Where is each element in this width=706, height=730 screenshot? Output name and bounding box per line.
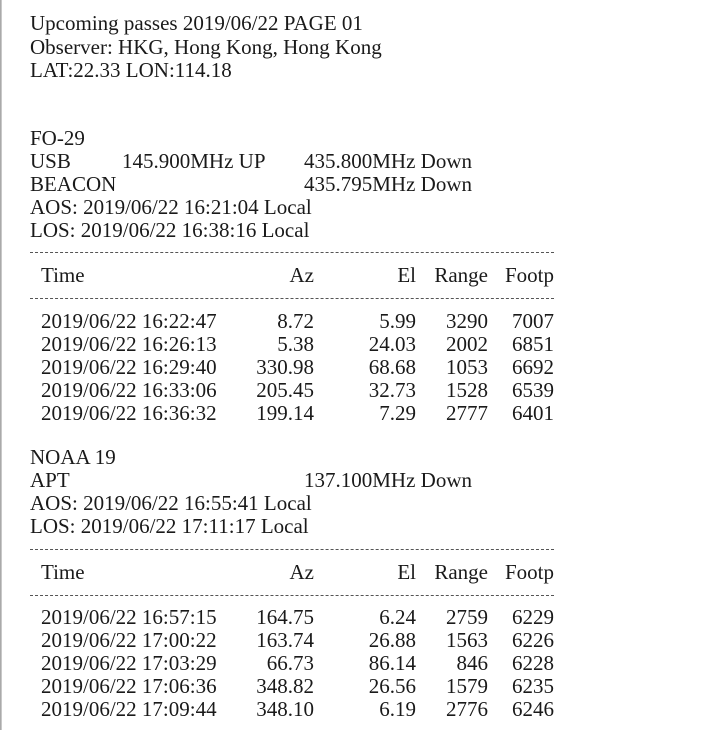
range-cell: 846 [456, 651, 488, 675]
aos-line: AOS: 2019/06/22 16:55:41 Local [30, 491, 312, 515]
col-footp: Footp [504, 560, 554, 584]
range-cell: 2776 [446, 697, 488, 721]
time-cell: 2019/06/22 16:22:47 [41, 309, 217, 333]
az-cell: 205.45 [256, 378, 314, 402]
footp-cell: 6692 [512, 355, 554, 379]
range-cell: 1053 [446, 355, 488, 379]
los-line: LOS: 2019/06/22 16:38:16 Local [30, 218, 310, 242]
downlink-frequency: 435.795MHz Down [304, 172, 472, 196]
range-cell: 2002 [446, 332, 488, 356]
range-cell: 1528 [446, 378, 488, 402]
mode-label: USB [30, 149, 71, 173]
el-cell: 86.14 [368, 651, 416, 675]
range-cell: 2777 [446, 401, 488, 425]
el-cell: 32.73 [368, 378, 416, 402]
time-cell: 2019/06/22 17:09:44 [41, 697, 217, 721]
dashed-rule [30, 549, 554, 550]
downlink-frequency: 137.100MHz Down [304, 468, 472, 492]
col-el: El [397, 560, 416, 584]
col-range: Range [434, 560, 488, 584]
el-cell: 5.99 [379, 309, 416, 333]
az-cell: 8.72 [277, 309, 314, 333]
footp-cell: 6228 [512, 651, 554, 675]
aos-line: AOS: 2019/06/22 16:21:04 Local [30, 195, 312, 219]
az-cell: 66.73 [266, 651, 314, 675]
time-cell: 2019/06/22 16:57:15 [41, 605, 217, 629]
footp-cell: 6235 [512, 674, 554, 698]
mode-label: BEACON [30, 172, 117, 196]
dashed-rule [30, 252, 554, 253]
el-cell: 68.68 [368, 355, 416, 379]
footp-cell: 7007 [512, 309, 554, 333]
dashed-rule [30, 595, 554, 596]
az-cell: 5.38 [277, 332, 314, 356]
observer-line: Observer: HKG, Hong Kong, Hong Kong [30, 35, 382, 59]
el-cell: 26.88 [368, 628, 416, 652]
printout-sheet [3, 0, 706, 730]
footp-cell: 6401 [512, 401, 554, 425]
col-range: Range [434, 263, 488, 287]
range-cell: 1563 [446, 628, 488, 652]
footp-cell: 6539 [512, 378, 554, 402]
col-az: Az [289, 263, 314, 287]
time-cell: 2019/06/22 17:03:29 [41, 651, 217, 675]
col-time: Time [41, 560, 85, 584]
col-az: Az [289, 560, 314, 584]
footp-cell: 6851 [512, 332, 554, 356]
footp-cell: 6246 [512, 697, 554, 721]
az-cell: 163.74 [256, 628, 314, 652]
el-cell: 6.19 [379, 697, 416, 721]
latlon-line: LAT:22.33 LON:114.18 [30, 58, 232, 82]
time-cell: 2019/06/22 16:29:40 [41, 355, 217, 379]
time-cell: 2019/06/22 17:00:22 [41, 628, 217, 652]
range-cell: 2759 [446, 605, 488, 629]
paper-left-edge [0, 0, 2, 730]
mode-label: APT [30, 468, 70, 492]
col-time: Time [41, 263, 85, 287]
col-el: El [397, 263, 416, 287]
range-cell: 3290 [446, 309, 488, 333]
time-cell: 2019/06/22 16:33:06 [41, 378, 217, 402]
uplink-frequency: 145.900MHz UP [122, 149, 266, 173]
range-cell: 1579 [446, 674, 488, 698]
az-cell: 330.98 [256, 355, 314, 379]
az-cell: 348.10 [256, 697, 314, 721]
page-title: Upcoming passes 2019/06/22 PAGE 01 [30, 11, 363, 35]
az-cell: 164.75 [256, 605, 314, 629]
footp-cell: 6229 [512, 605, 554, 629]
el-cell: 7.29 [379, 401, 416, 425]
az-cell: 199.14 [256, 401, 314, 425]
satellite-name: NOAA 19 [30, 445, 116, 469]
az-cell: 348.82 [256, 674, 314, 698]
el-cell: 6.24 [379, 605, 416, 629]
time-cell: 2019/06/22 16:36:32 [41, 401, 217, 425]
los-line: LOS: 2019/06/22 17:11:17 Local [30, 514, 309, 538]
el-cell: 26.56 [368, 674, 416, 698]
time-cell: 2019/06/22 16:26:13 [41, 332, 217, 356]
col-footp: Footp [504, 263, 554, 287]
dashed-rule [30, 298, 554, 299]
downlink-frequency: 435.800MHz Down [304, 149, 472, 173]
el-cell: 24.03 [368, 332, 416, 356]
footp-cell: 6226 [512, 628, 554, 652]
time-cell: 2019/06/22 17:06:36 [41, 674, 217, 698]
satellite-name: FO-29 [30, 126, 85, 150]
